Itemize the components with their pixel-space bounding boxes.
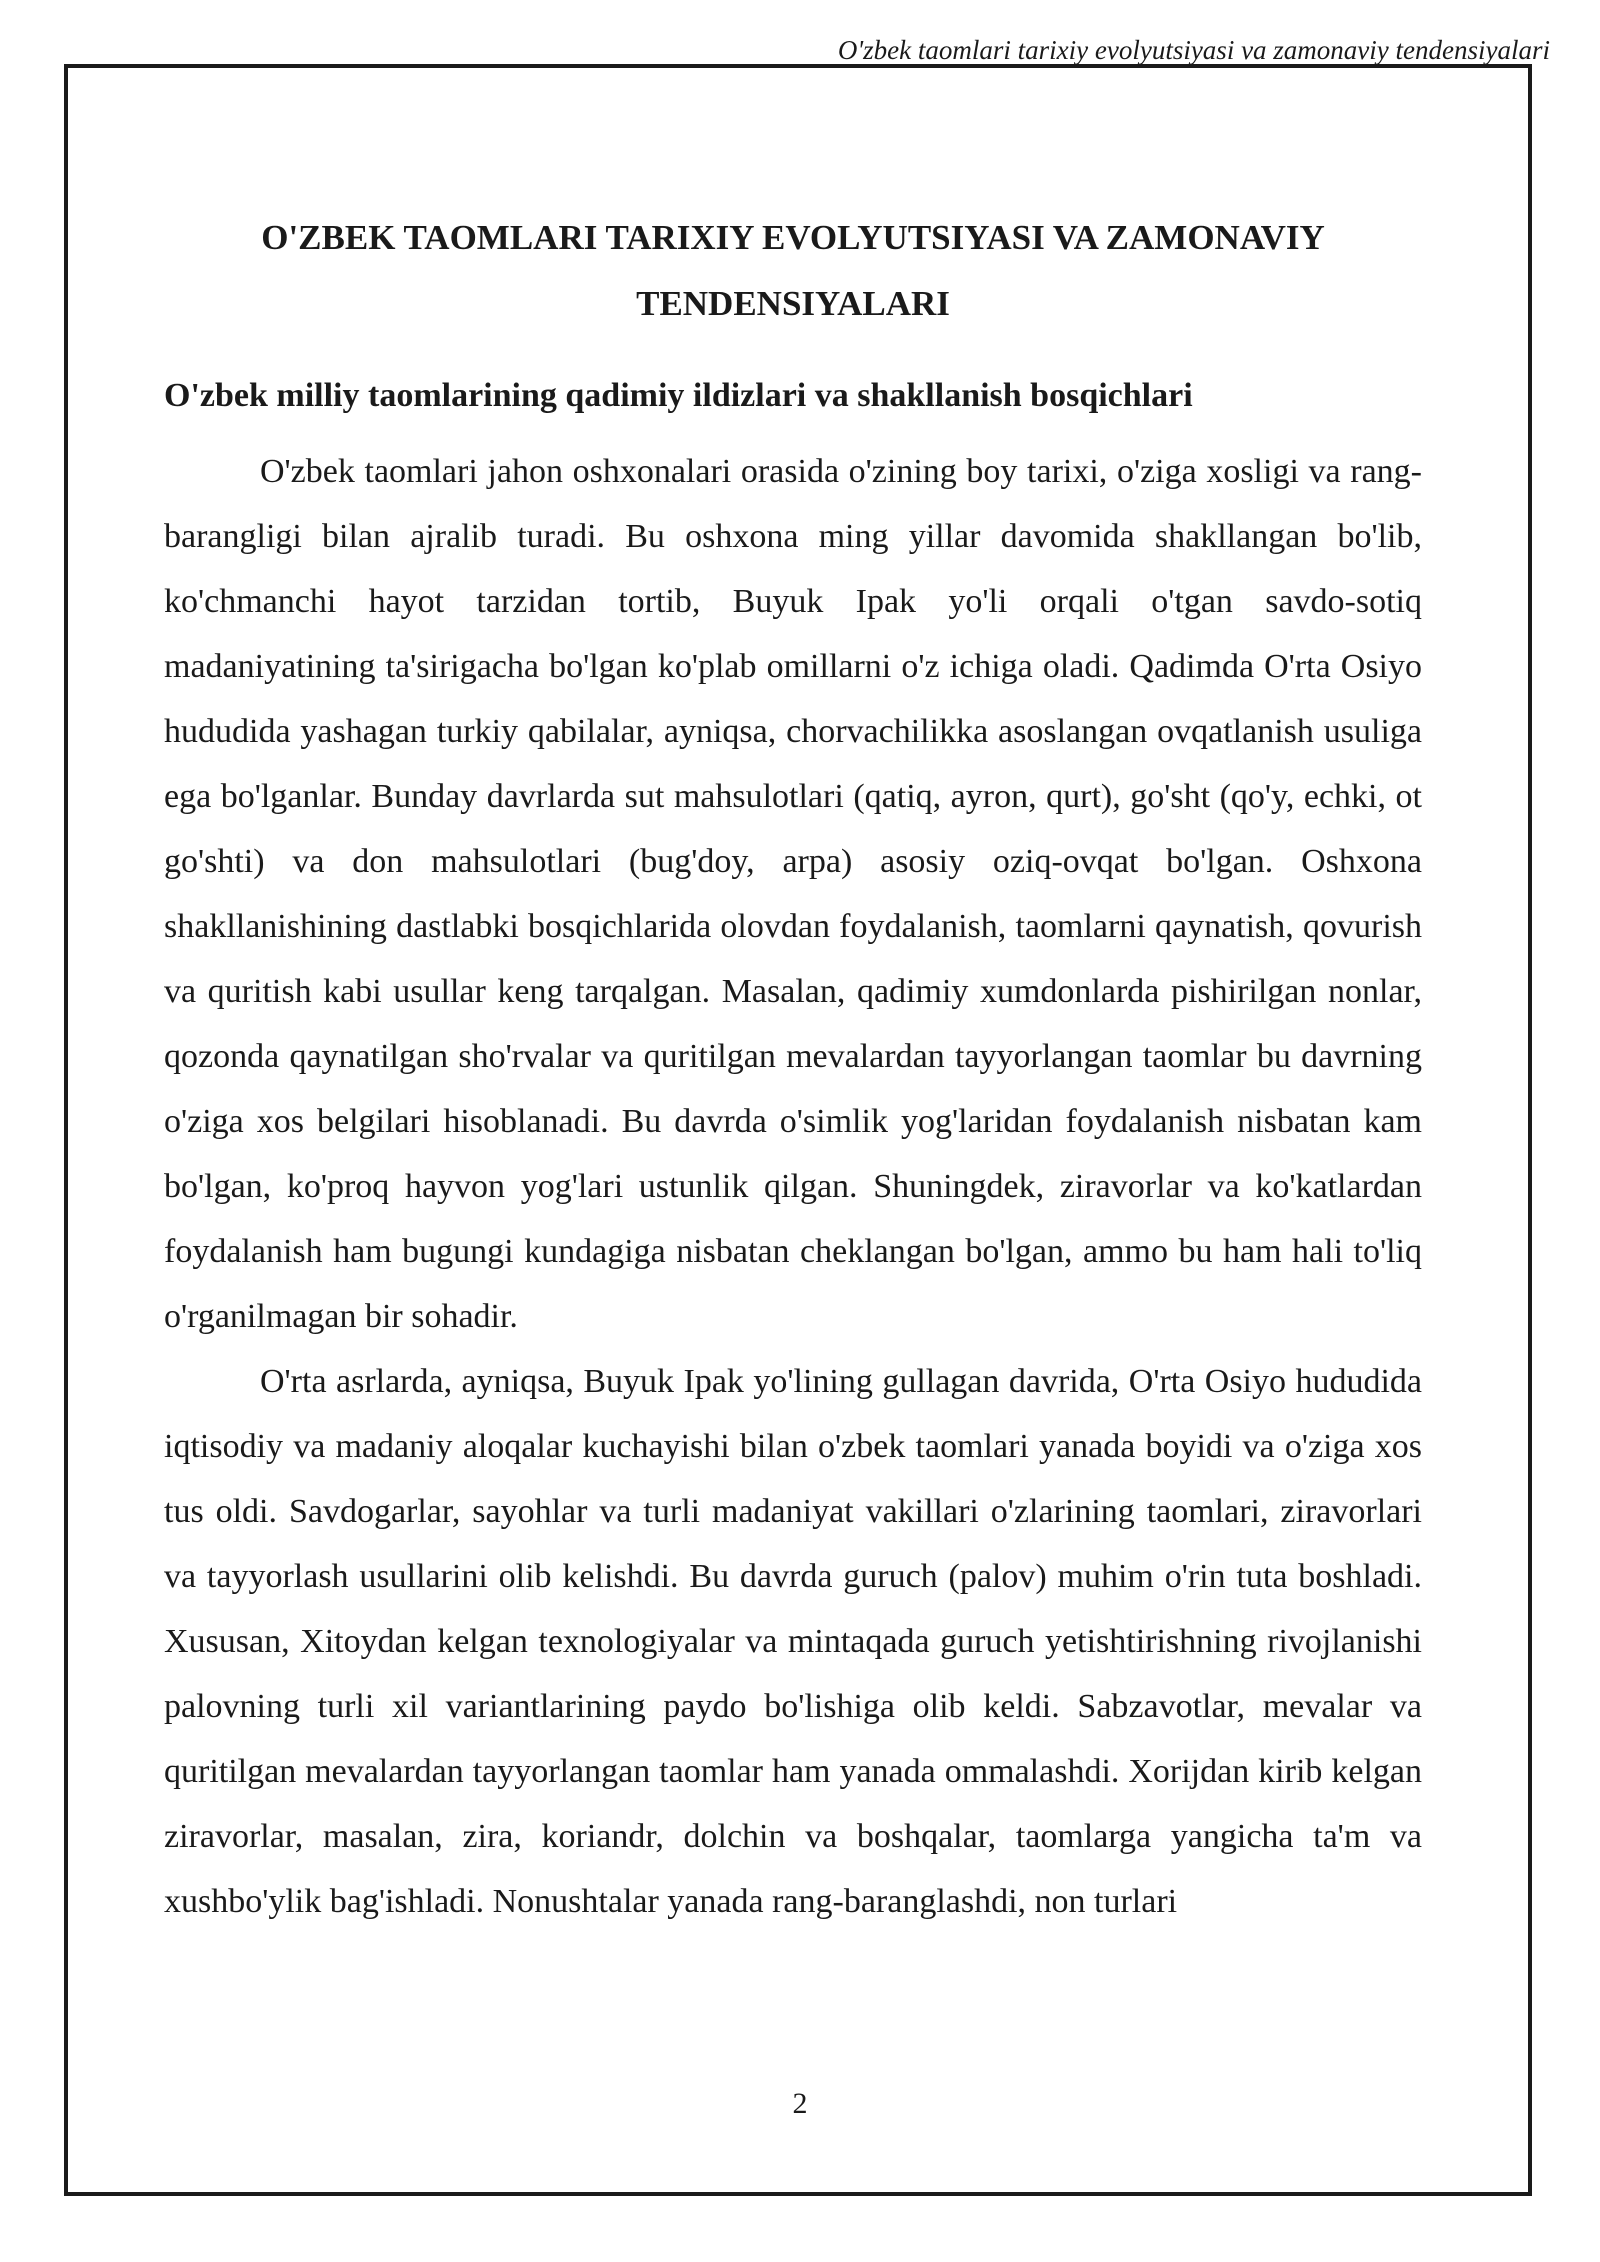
page-number: 2: [792, 2087, 808, 2120]
paragraph: O'zbek taomlari jahon oshxonalari orasida o'zining boy tarixi, o'ziga xosligi va rang-barangligi bilan ajralib turadi. Bu oshxona ming yillar davomida shakllangan bo'lib, ko'chmanchi hayot tarzidan tortib, Buyuk Ipak yo'li orqali o'tgan savdo-sotiq madaniyatining ta'sirigacha bo'lgan ko'plab omillarni o'z ichiga oladi. Qadimda O'rta Osiyo hududida yashagan turkiy qabilalar, ayniqsa, chorvachilikka asoslangan ovqatlanish usuliga ega bo'lganlar. Bunday davrlarda sut mahsulotlari (qatiq, ayron, qurt), go'sht (qo'y, echki, ot go'shti) va don mahsulotlari (bug'doy, arpa) asosiy oziq-ovqat bo'lgan. Oshxona shakllanishining dastlabki bosqichlarida olovdan foydalanish, taomlarni qaynatish, qovurish va quritish kabi usullar keng tarqalgan. Masalan, qadimiy xumdonlarda pishirilgan nonlar, qozonda qaynatilgan sho'rvalar va quritilgan mevalardan tayyorlangan taomlar bu davrning o'ziga xos belgilari hisoblanadi. Bu davrda o'simlik yog'laridan foydalanish nisbatan kam bo'lgan, ko'proq hayvon yog'lari ustunlik qilgan. Shuningdek, ziravorlar va ko'katlardan foydalanish ham bugungi kundagiga nisbatan cheklangan bo'lgan, ammo bu ham hali to'liq o'rganilmagan bir sohadir.: [164, 453, 1422, 1335]
paragraph: O'rta asrlarda, ayniqsa, Buyuk Ipak yo'lining gullagan davrida, O'rta Osiyo hududida iqtisodiy va madaniy aloqalar kuchayishi bilan o'zbek taomlari yanada boyidi va o'ziga xos tus oldi. Savdogarlar, sayohlar va turli madaniyat vakillari o'zlarining taomlari, ziravorlari va tayyorlash usullarini olib kelishdi. Bu davrda guruch (palov) muhim o'rin tuta boshladi. Xususan, Xitoydan kelgan texnologiyalar va mintaqada guruch yetishtirishning rivojlanishi palovning turli xil variantlarining paydo bo'lishiga olib keldi. Sabzavotlar, mevalar va quritilgan mevalardan tayyorlangan taomlar ham yanada ommalashdi. Xorijdan kirib kelgan ziravorlar, masalan, zira, koriandr, dolchin va boshqalar, taomlarga yangicha ta'm va xushbo'ylik bag'ishladi. Nonushtalar yanada rang-baranglashdi, non turlari: [164, 1363, 1422, 1920]
page-content: [164, 140, 1422, 1934]
running-header: O'zbek taomlari tarixiy evolyutsiyasi va zamonaviy tendensiyalari: [837, 35, 1550, 65]
section-heading: O'zbek milliy taomlarining qadimiy ildizlari va shakllanish bosqichlari: [164, 377, 1193, 414]
body-text: [164, 439, 1422, 1934]
document-title: O'ZBEK TAOMLARI TARIXIY EVOLYUTSIYASI VA ZAMONAVIY TENDENSIYALARI: [261, 218, 1325, 323]
